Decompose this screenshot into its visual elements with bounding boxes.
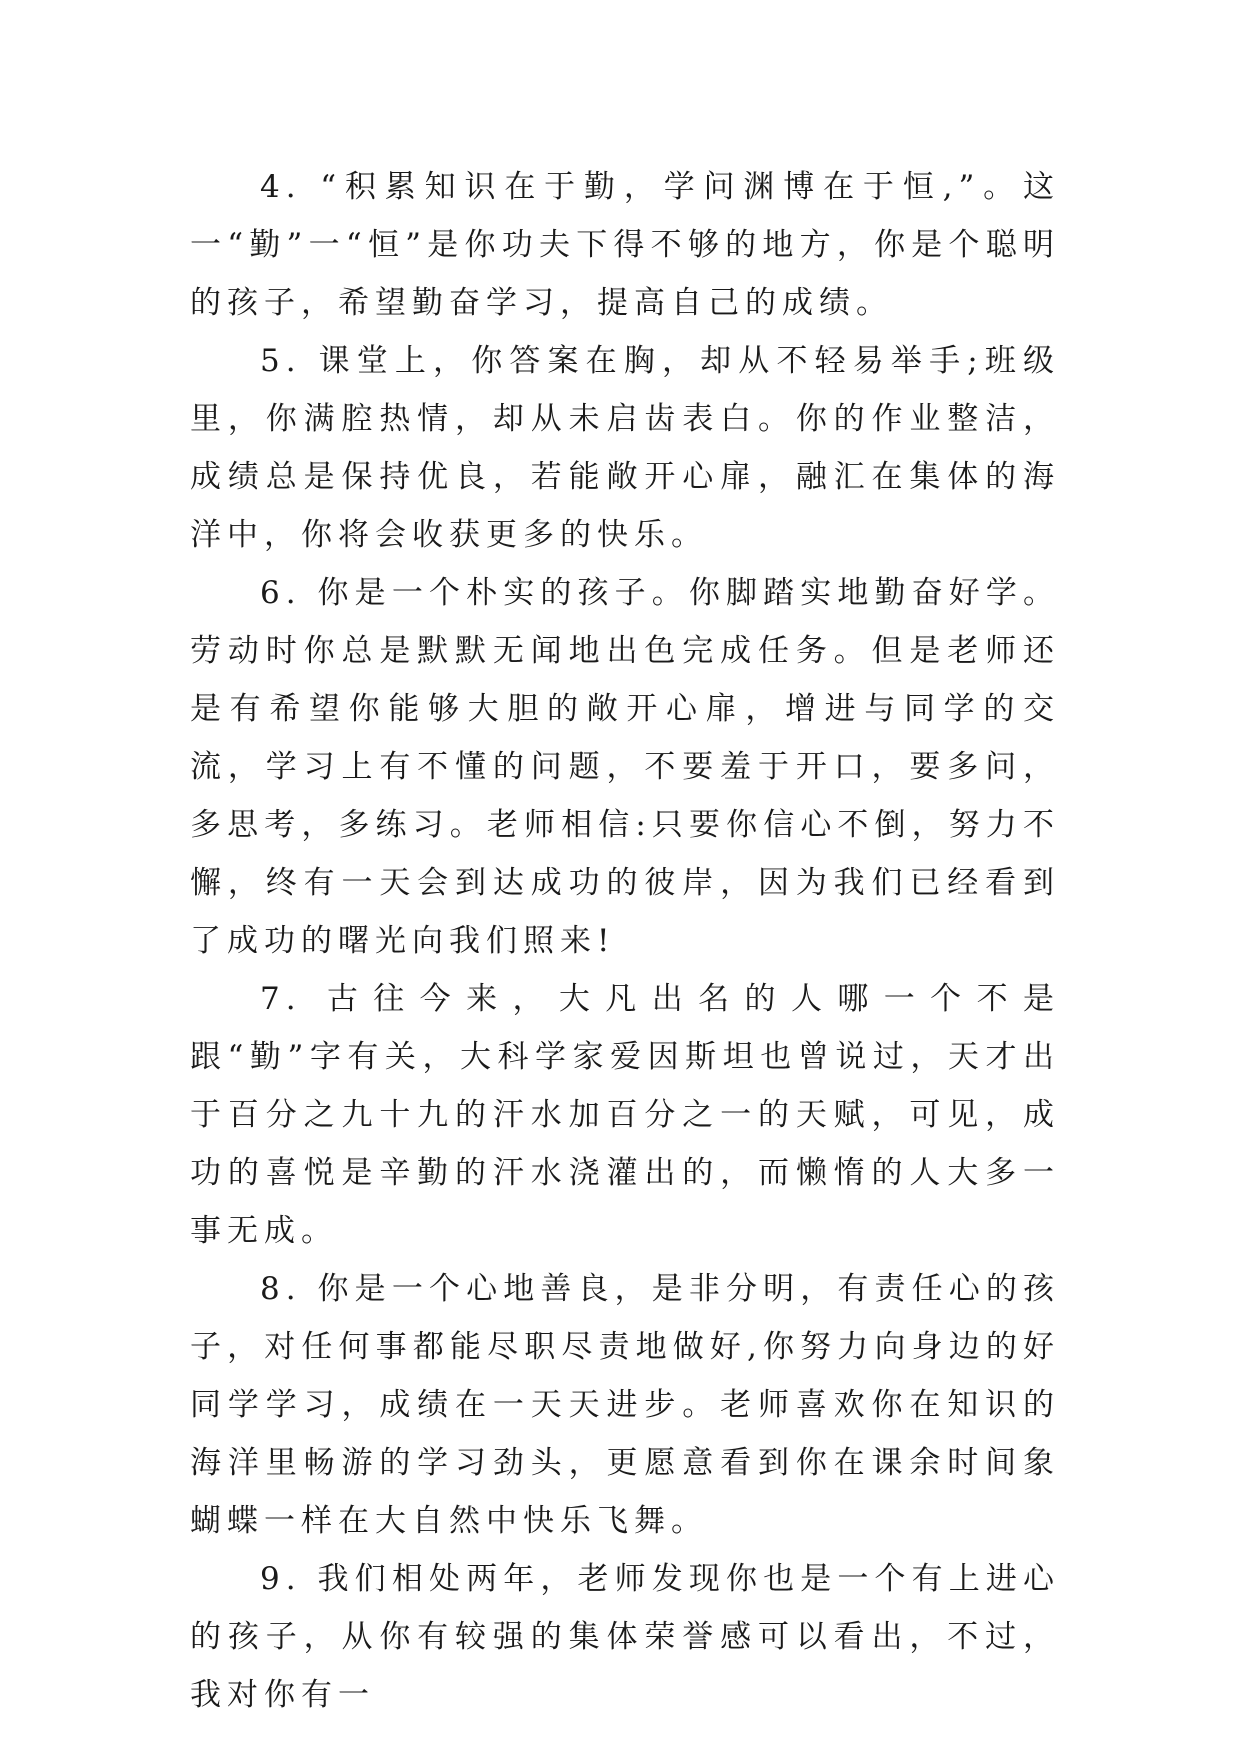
paragraph-4: 4. “积累知识在于勤，学问渊博在于恒,”。这一“勤”一“恒”是你功夫下得不够的地方，你是个聪明的孩子，希望勤奋学习，提高自己的成绩。 [190, 169, 1060, 321]
paragraph-9: 9. 我们相处两年，老师发现你也是一个有上进心的孩子，从你有较强的集体荣誉感可以看出，不过，我对你有一 [190, 1561, 1060, 1713]
paragraph-8: 8. 你是一个心地善良，是非分明，有责任心的孩子，对任何事都能尽职尽责地做好,你努力向身边的好同学学习，成绩在一天天进步。老师喜欢你在知识的海洋里畅游的学习劲头，更愿意看到你在课余时间象蝴蝶一样在大自然中快乐飞舞。 [190, 1271, 1060, 1539]
paragraph-6: 6. 你是一个朴实的孩子。你脚踏实地勤奋好学。劳动时你总是默默无闻地出色完成任务。但是老师还是有希望你能够大胆的敞开心扉，增进与同学的交流，学习上有不懂的问题，不要羞于开口，要多问，多思考，多练习。老师相信:只要你信心不倒，努力不懈，终有一天会到达成功的彼岸，因为我们已经看到了成功的曙光向我们照来! [190, 575, 1060, 959]
document-body [190, 158, 1060, 1724]
paragraph-5: 5. 课堂上，你答案在胸，却从不轻易举手;班级里，你满腔热情，却从未启齿表白。你的作业整洁，成绩总是保持优良，若能敞开心扉，融汇在集体的海洋中，你将会收获更多的快乐。 [190, 343, 1060, 553]
paragraph-7: 7. 古往今来，大凡出名的人哪一个不是跟“勤”字有关，大科学家爱因斯坦也曾说过，天才出于百分之九十九的汗水加百分之一的天赋，可见，成功的喜悦是辛勤的汗水浇灌出的，而懒惰的人大多一事无成。 [190, 981, 1060, 1249]
